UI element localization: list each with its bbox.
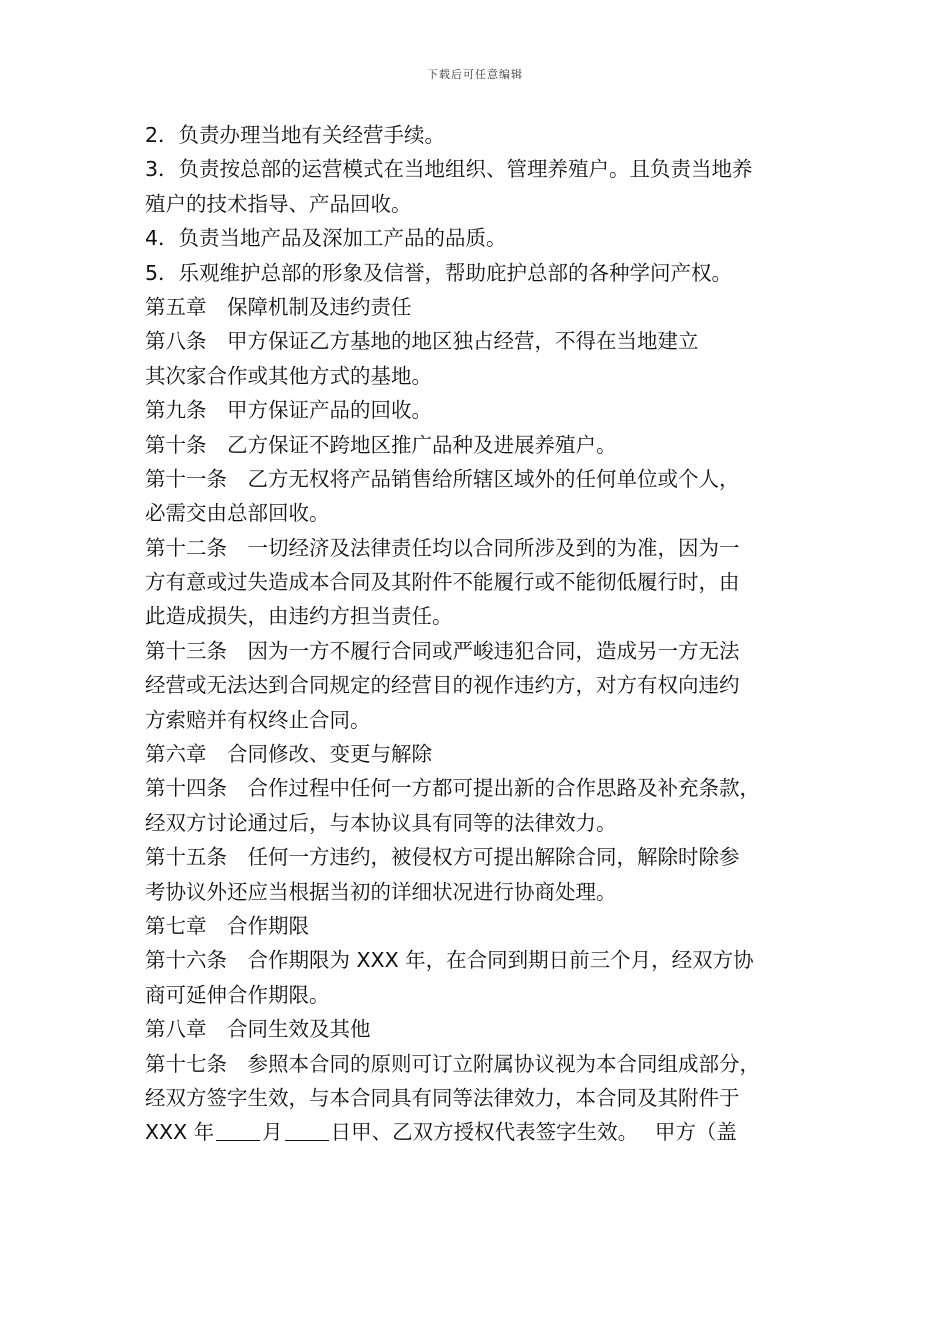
text-line: 经双方签字生效，与本合同具有同等法律效力，本合同及其附件于: [145, 1085, 740, 1110]
text-line: 2．负责办理当地有关经营手续。: [145, 123, 446, 147]
text-line: 第十条 乙方保证不跨地区推广品种及进展养殖户。: [145, 432, 617, 457]
text-line: 此造成损失，由违约方担当责任。: [145, 604, 453, 629]
text-line: 其次家合作或其他方式的基地。: [145, 363, 432, 388]
chapter-heading: 第六章 合同修改、变更与解除: [145, 742, 432, 767]
text-line: 第十二条 一切经济及法律责任均以合同所涉及到的为准，因为一: [145, 535, 740, 560]
text-line: 第十六条 合作期限为 XXX 年，在合同到期日前三个月，经双方协: [145, 948, 754, 973]
text-line: 商可延伸合作期限。: [145, 982, 330, 1007]
text-line: 经营或无法达到合同规定的经营目的视作违约方，对方有权向违约: [145, 673, 740, 698]
text-line: 方索赔并有权终止合同。: [145, 707, 371, 732]
month-text: 月: [262, 1120, 283, 1145]
day-blank: [285, 1118, 329, 1141]
chapter-heading: 第五章 保障机制及违约责任: [145, 294, 412, 319]
text-line: 第十三条 因为一方不履行合同或严峻违犯合同，造成另一方无法: [145, 638, 740, 663]
text-line: 殖户的技术指导、产品回收。: [145, 191, 412, 216]
text-line: 第十五条 任何一方违约，被侵权方可提出解除合同，解除时除参: [145, 845, 740, 870]
text-line: 经双方讨论通过后，与本协议具有同等的法律效力。: [145, 810, 617, 835]
text-line: 第十四条 合作过程中任何一方都可提出新的合作思路及补充条款，: [145, 776, 760, 801]
text-line: 第九条 甲方保证产品的回收。: [145, 398, 432, 423]
chapter-heading: 第七章 合作期限: [145, 913, 309, 938]
text-line: 第八条 甲方保证乙方基地的地区独占经营，不得在当地建立: [145, 329, 699, 354]
text-line: 必需交由总部回收。: [145, 501, 330, 526]
chapter-heading: 第八章 合同生效及其他: [145, 1017, 371, 1042]
text-line: 方有意或过失造成本合同及其附件不能履行或不能彻低履行时，由: [145, 570, 740, 595]
text-line: 3．负责按总部的运营模式在当地组织、管理养殖户。且负责当地养: [145, 157, 753, 182]
text-line: 考协议外还应当根据当初的详细状况进行协商处理。: [145, 879, 617, 904]
text-line: 5．乐观维护总部的形象及信誉，帮助庇护总部的各种学问产权。: [145, 260, 733, 285]
page-header: 下载后可任意编辑: [427, 68, 523, 81]
year-text: XXX 年: [145, 1120, 215, 1145]
text-line: 第十七条 参照本合同的原则可订立附属协议视为本合同组成部分，: [145, 1051, 760, 1076]
final-text-line: [145, 1115, 845, 1149]
text-line: 第十一条 乙方无权将产品销售给所辖区域外的任何单位或个人，: [145, 466, 740, 491]
signature-text: 日甲、乙双方授权代表签字生效。 甲方（盖: [330, 1120, 737, 1145]
text-line: 4．负责当地产品及深加工产品的品质。: [145, 226, 507, 251]
month-blank: [216, 1118, 260, 1141]
document-body: [145, 118, 845, 1150]
